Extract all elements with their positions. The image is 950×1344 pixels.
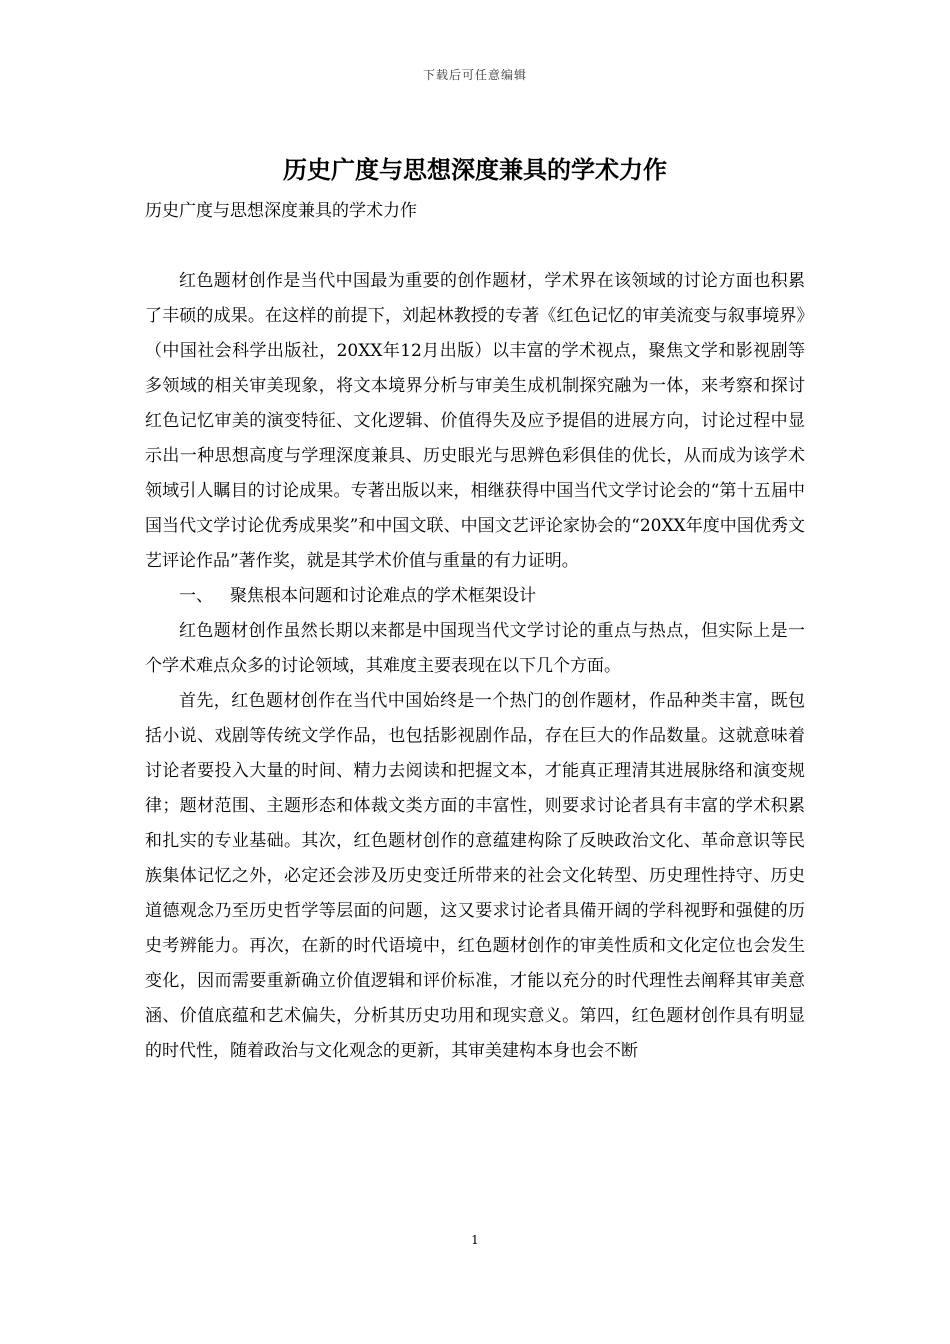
intro-paragraph: 红色题材创作是当代中国最为重要的创作题材，学术界在该领域的讨论方面也积累了丰硕的成果。在这样的前提下，刘起林教授的专著《红色记忆的审美流变与叙事境界》（中国社会科学出版社，20XX年12月出版）以丰富的学术视点，聚焦文学和影视剧等多领域的相关审美现象，将文本境界分析与审美生成机制探究融为一体，来考察和探讨红色记忆审美的演变特征、文化逻辑、价值得失及应予提倡的进展方向，讨论过程中显示出一种思想高度与学理深度兼具、历史眼光与思辨色彩俱佳的优长，从而成为该学术领域引人瞩目的讨论成果。专著出版以来，相继获得中国当代文学讨论会的“第十五届中国当代文学讨论优秀成果奖”和中国文联、中国文艺评论家协会的“20XX年度中国优秀文艺评论作品”著作奖，就是其学术价值与重量的有力证明。 [145,271,805,571]
document-title: 历史广度与思想深度兼具的学术力作 [283,155,667,184]
page-header: 下载后可任意编辑 [422,68,527,82]
document-body [145,194,805,1069]
section-title: 聚焦根本问题和讨论难点的学术框架设计 [230,586,536,606]
document-subtitle: 历史广度与思想深度兼具的学术力作 [145,201,417,221]
section-number: 一、 [179,586,213,606]
page-number: 1 [471,1233,479,1247]
section-paragraph: 首先，红色题材创作在当代中国始终是一个热门的创作题材，作品种类丰富，既包括小说、戏剧等传统文学作品，也包括影视剧作品，存在巨大的作品数量。这就意味着讨论者要投入大量的时间、精力去阅读和把握文本，才能真正理清其进展脉络和演变规律；题材范围、主题形态和体裁文类方面的丰富性，则要求讨论者具有丰富的学术积累和扎实的专业基础。其次，红色题材创作的意蕴建构除了反映政治文化、革命意识等民族集体记忆之外，必定还会涉及历史变迁所带来的社会文化转型、历史理性持守、历史道德观念乃至历史哲学等层面的问题，这又要求讨论者具備开阔的学科视野和强健的历史考辨能力。再次，在新的时代语境中，红色题材创作的审美性质和文化定位也会发生变化，因而需要重新确立价值逻辑和评价标准，才能以充分的时代理性去阐释其审美意涵、价值底蕴和艺术偏失，分析其历史功用和现实意义。第四，红色题材创作具有明显的时代性，随着政治与文化观念的更新，其审美建构本身也会不断 [145,691,805,1061]
section-paragraph: 红色题材创作虽然长期以来都是中国现当代文学讨论的重点与热点，但实际上是一个学术难点众多的讨论领域，其难度主要表现在以下几个方面。 [145,621,805,676]
section-heading [145,579,805,614]
